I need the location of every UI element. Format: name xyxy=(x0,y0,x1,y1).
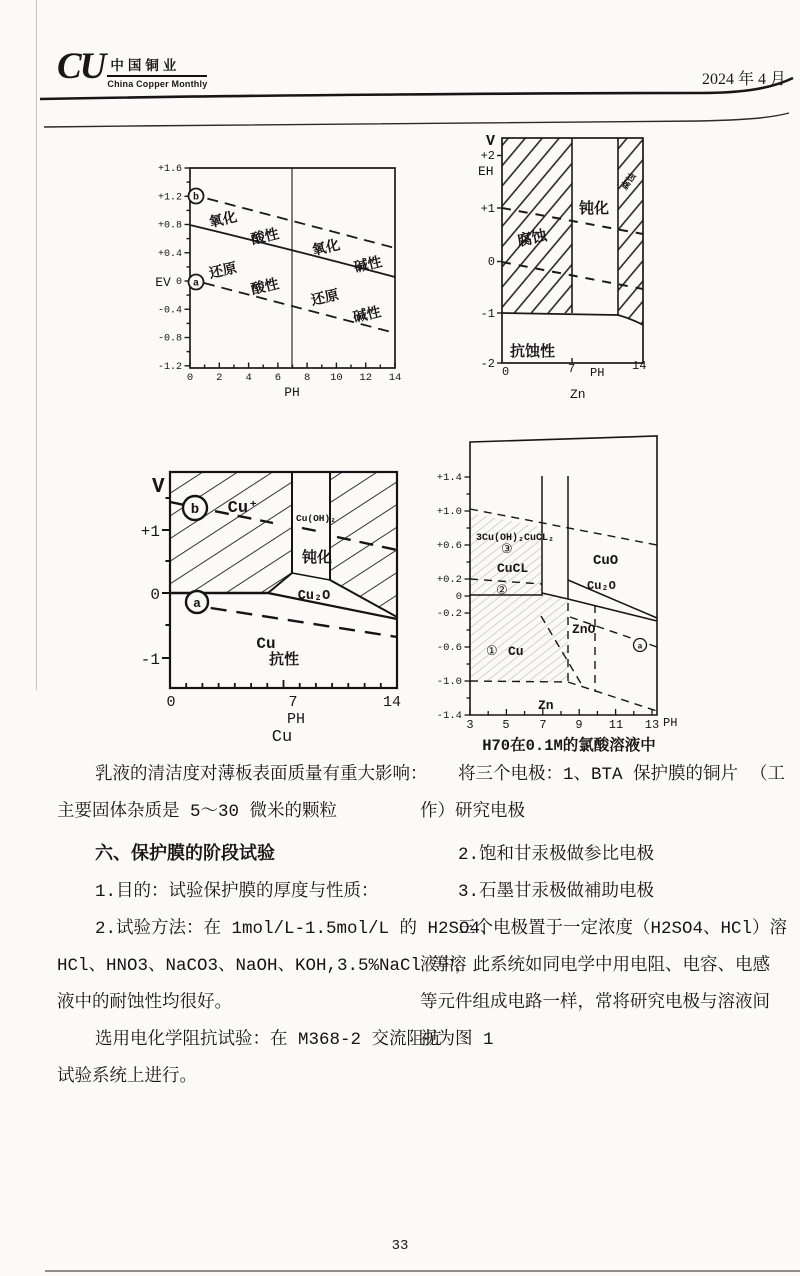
svg-text:14: 14 xyxy=(382,694,402,711)
svg-text:+1.4: +1.4 xyxy=(436,472,462,484)
svg-text:13: 13 xyxy=(644,718,660,732)
d3-v-label: V xyxy=(152,476,165,499)
d1-y-axis-title: EV xyxy=(155,275,171,290)
d4-cu2o-label: Cu₂O xyxy=(587,579,616,593)
d3-line-a xyxy=(185,604,397,637)
svg-text:0: 0 xyxy=(150,586,160,604)
d3-cu2o-label: Cu₂O xyxy=(297,589,331,604)
d2-element-label: Zn xyxy=(570,387,586,402)
text-line: 2.试验方法：在 1mol/L-1.5mol/L 的 H2SO4、 xyxy=(95,919,498,939)
svg-text:+2: +2 xyxy=(480,149,495,163)
text-line: 作）研究电极 xyxy=(420,802,525,822)
d1-point-a-label: a xyxy=(192,278,200,290)
d3-x-axis-title: PH xyxy=(286,711,306,728)
svg-text:7: 7 xyxy=(288,694,298,711)
svg-text:+0.2: +0.2 xyxy=(436,574,462,586)
svg-text:0: 0 xyxy=(166,694,176,711)
svg-text:PH: PH xyxy=(590,366,605,380)
svg-text:氧化: 氧化 xyxy=(310,238,342,260)
d2-corrosion-label: 腐蚀 xyxy=(515,228,549,251)
d3-x-ticks xyxy=(170,680,397,688)
diagram-h70-v-ph xyxy=(436,425,770,770)
svg-text:碱性: 碱性 xyxy=(352,255,384,277)
d2-x-labels xyxy=(502,359,646,380)
svg-text:11: 11 xyxy=(608,718,624,732)
d3-cu-label: Cu xyxy=(256,635,276,653)
d3-point-a-label: a xyxy=(193,596,201,611)
text-line: 液中，此系统如同电学中用电阻、电容、电感 xyxy=(420,956,770,976)
svg-text:-0.6: -0.6 xyxy=(436,642,462,654)
d3-element-label: Cu xyxy=(271,728,293,747)
svg-text:+1: +1 xyxy=(140,523,160,541)
d4-x-axis-title: PH xyxy=(663,716,678,730)
d4-cucl-label: CuCL xyxy=(497,561,529,576)
text-segment: （工 xyxy=(750,765,785,785)
svg-text:8: 8 xyxy=(303,372,311,384)
d4-cuo-label: CuO xyxy=(593,553,619,569)
logo-chinese-name: 中国铜业 xyxy=(107,54,207,77)
svg-text:9: 9 xyxy=(575,718,583,732)
text-line: 视为图 1 xyxy=(420,1030,494,1050)
svg-text:0: 0 xyxy=(186,372,194,384)
text-line: 试验系统上进行。 xyxy=(57,1067,197,1087)
svg-text:酸性: 酸性 xyxy=(249,277,281,299)
svg-text:2: 2 xyxy=(216,372,223,384)
d2-passivation-label: 钝化 xyxy=(578,201,610,217)
d2-v-label: V xyxy=(486,133,496,150)
diagram-general-ev-ph xyxy=(150,140,430,400)
d4-x-ticks xyxy=(470,709,652,715)
d2-immunity-label: 抗蚀性 xyxy=(510,344,556,360)
d4-cu-label: Cu xyxy=(508,644,524,659)
svg-text:4: 4 xyxy=(245,372,252,384)
d3-cuoh2-label: Cu(OH)₂ xyxy=(296,513,336,524)
text-line xyxy=(420,757,785,794)
d1-point-b-label: b xyxy=(192,192,200,204)
d4-y-ticks xyxy=(465,477,471,715)
text-line: 1.目的：试验保护膜的厚度与性质： xyxy=(95,882,379,902)
d2-eh-label: EH xyxy=(478,164,494,179)
d3-passivation-label: 钝化 xyxy=(301,550,333,566)
d4-zn-label: Zn xyxy=(538,698,554,713)
svg-text:-0.4: -0.4 xyxy=(157,305,182,317)
text-line: 2.饱和甘汞极做参比电极 xyxy=(458,845,655,865)
svg-text:7: 7 xyxy=(568,362,576,376)
text-line: 3.石墨甘汞极做補助电极 xyxy=(458,882,655,902)
diagram-zn-eh-ph xyxy=(470,113,770,413)
d4-circled-2: ② xyxy=(496,582,508,597)
text-line: 液中的耐蚀性均很好。 xyxy=(57,993,232,1013)
svg-text:14: 14 xyxy=(388,372,402,384)
svg-text:14: 14 xyxy=(632,359,647,373)
svg-text:酸性: 酸性 xyxy=(249,227,281,249)
svg-text:+0.4: +0.4 xyxy=(157,248,182,260)
d2-y-labels xyxy=(481,149,495,371)
text-line: 三个电极置于一定浓度（H2SO4、HCl）溶 xyxy=(458,919,788,939)
d3-cuplus-hatch xyxy=(170,472,292,593)
issue-date: 2024 年 4 月 xyxy=(702,71,787,88)
text-segment: 将三个电极：1、BTA 保护膜的铜片 xyxy=(458,765,739,785)
svg-text:-1.0: -1.0 xyxy=(436,676,462,688)
svg-text:+0.6: +0.6 xyxy=(436,540,462,552)
right-text-column xyxy=(420,757,788,1059)
d2-corrosion-right-label: 腐蚀 xyxy=(619,171,638,192)
diagram-cu-v-ph xyxy=(130,440,430,760)
d3-point-b-label: b xyxy=(190,502,200,518)
text-line: 乳液的清洁度对薄板表面质量有重大影响： xyxy=(95,765,428,785)
text-line: HCl、HNO3、NaCO3、NaOH、KOH,3.5%NaCl 等溶 xyxy=(57,956,467,976)
svg-text:+1.0: +1.0 xyxy=(436,506,462,518)
svg-text:+0.8: +0.8 xyxy=(157,220,182,232)
svg-text:10: 10 xyxy=(330,372,343,384)
svg-text:-2: -2 xyxy=(480,357,495,371)
svg-text:还原: 还原 xyxy=(207,261,239,283)
section-heading: 六、保护膜的阶段试验 xyxy=(95,845,275,865)
text-line: 选用电化学阻抗试验：在 M368-2 交流阻抗 xyxy=(95,1030,442,1050)
d3-y-ticks xyxy=(162,498,170,658)
page-number: 33 xyxy=(391,1238,409,1254)
svg-text:-1: -1 xyxy=(140,651,160,669)
svg-text:6: 6 xyxy=(274,372,282,384)
d4-point-a-label: a xyxy=(637,642,643,652)
d3-immunity-label: 抗性 xyxy=(268,652,300,668)
svg-text:0: 0 xyxy=(487,255,495,269)
header-rule-1 xyxy=(40,78,793,99)
d4-3cuoh2cucl2-label: 3Cu(OH)₂CuCL₂ xyxy=(476,533,555,544)
d3-upper-right-hatch xyxy=(330,472,397,618)
svg-text:0: 0 xyxy=(175,277,182,288)
text-line: 等元件组成电路一样，常将研究电极与溶液间 xyxy=(420,993,770,1013)
d2-corrosion-hatch-left xyxy=(502,138,572,313)
svg-text:氧化: 氧化 xyxy=(207,210,239,232)
svg-text:+1: +1 xyxy=(480,202,495,216)
d4-zno-label: ZnO xyxy=(572,622,596,637)
svg-text:+1.6: +1.6 xyxy=(157,164,182,175)
d1-region-labels xyxy=(207,208,383,326)
footer-rule xyxy=(45,1270,800,1272)
d4-y-labels xyxy=(437,472,462,722)
svg-text:-1: -1 xyxy=(480,307,495,321)
d3-y-labels xyxy=(141,523,160,669)
text-line: 主要固体杂质是 5～30 微米的颗粒 xyxy=(57,802,338,822)
svg-text:碱性: 碱性 xyxy=(351,305,383,327)
svg-text:-0.2: -0.2 xyxy=(436,608,462,620)
logo-english-name: China Copper Monthly xyxy=(107,79,208,89)
svg-text:12: 12 xyxy=(359,372,373,384)
d1-x-labels xyxy=(187,372,401,384)
svg-text:-0.8: -0.8 xyxy=(157,333,182,345)
svg-text:-1.4: -1.4 xyxy=(436,710,462,722)
d3-cuplus-label: Cu⁺ xyxy=(227,499,259,518)
svg-text:0: 0 xyxy=(502,365,510,379)
d4-cu2o-bottom xyxy=(568,599,657,621)
d4-minus1-line xyxy=(470,681,657,711)
d3-x-labels xyxy=(166,694,401,711)
svg-text:3: 3 xyxy=(466,718,474,732)
d1-x-axis-title: PH xyxy=(284,385,300,400)
logo-cu-text: CU xyxy=(57,46,105,87)
d1-y-labels xyxy=(158,164,182,373)
d4-circled-3: ③ xyxy=(501,541,513,556)
d4-circled-1: ① xyxy=(486,643,498,658)
svg-text:-1.2: -1.2 xyxy=(157,361,182,373)
d4-caption: H70在0.1M的氯酸溶液中 xyxy=(482,737,656,755)
d4-x-labels xyxy=(466,718,659,732)
svg-text:7: 7 xyxy=(539,718,547,732)
svg-text:+1.2: +1.2 xyxy=(157,192,182,204)
svg-text:5: 5 xyxy=(502,718,510,732)
svg-text:0: 0 xyxy=(455,591,462,603)
svg-text:还原: 还原 xyxy=(309,288,341,310)
